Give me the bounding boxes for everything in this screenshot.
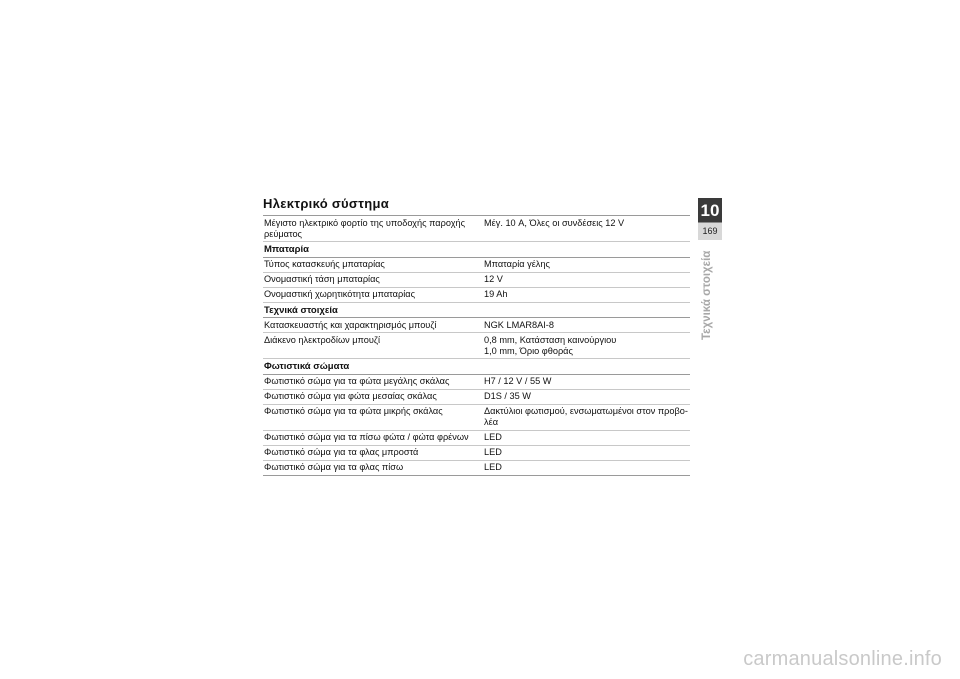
table-row <box>263 272 690 287</box>
watermark: carmanualsonline.info <box>743 648 942 670</box>
table-row <box>263 445 690 460</box>
row-label: Ονομαστική τάση μπαταρίας <box>263 272 481 287</box>
row-value: D1S / 35 W <box>481 389 690 404</box>
row-value <box>481 404 690 430</box>
row-label: Τύπος κατασκευής μπαταρίας <box>263 257 481 272</box>
section-header <box>263 242 690 258</box>
row-value: H7 / 12 V / 55 W <box>481 374 690 389</box>
row-label: Φωτιστικό σώμα για τα φλας πίσω <box>263 460 481 475</box>
section-header <box>263 359 690 375</box>
section-title: Μπαταρία <box>263 242 690 258</box>
spec-table <box>263 215 690 476</box>
chapter-side-title: Τεχνικά στοιχεία <box>701 250 713 340</box>
section-title: Φωτιστικά σώματα <box>263 359 690 375</box>
row-value: NGK LMAR8AI-8 <box>481 318 690 333</box>
row-value: 12 V <box>481 272 690 287</box>
row-value-line: 0,8 mm, Κατάσταση καινούργιου <box>484 334 617 345</box>
section-header <box>263 302 690 318</box>
row-label: Φωτιστικό σώμα για τα φλας μπροστά <box>263 445 481 460</box>
page-number: 169 <box>702 226 718 236</box>
row-label: Κατασκευαστής και χαρακτηρισμός μπουζί <box>263 318 481 333</box>
row-value: LED <box>481 445 690 460</box>
row-value-line: 1,0 mm, Όριο φθοράς <box>484 345 573 356</box>
row-value: LED <box>481 430 690 445</box>
section-title: Τεχνικά στοιχεία <box>263 302 690 318</box>
chapter-tab <box>698 198 722 240</box>
row-value: Μπαταρία γέλης <box>481 257 690 272</box>
table-row <box>263 460 690 475</box>
row-value-line: λέα <box>484 417 499 427</box>
table-row <box>263 374 690 389</box>
table-row <box>263 318 690 333</box>
table-row <box>263 389 690 404</box>
row-label: Φωτιστικό σώμα για τα φώτα μικρής σκάλας <box>263 404 481 430</box>
row-value-line: Δακτύλιοι φωτισμού, ενσωματωμένοι στον προβο- <box>484 406 688 416</box>
row-label: Ονομαστική χωρητικότητα μπαταρίας <box>263 287 481 302</box>
table-row <box>263 404 690 430</box>
row-value <box>481 333 690 359</box>
table-row <box>263 430 690 445</box>
table-row <box>263 287 690 302</box>
row-value: 19 Ah <box>481 287 690 302</box>
row-label: Διάκενο ηλεκτροδίων μπουζί <box>263 333 481 359</box>
table-row <box>263 257 690 272</box>
row-value: LED <box>481 460 690 475</box>
row-label: Μέγιστο ηλεκτρικό φορτίο της υποδοχής παροχής ρεύματος <box>263 216 481 242</box>
row-label: Φωτιστικό σώμα για τα πίσω φώτα / φώτα φρένων <box>263 430 481 445</box>
row-label: Φωτιστικό σώμα για φώτα μεσαίας σκάλας <box>263 389 481 404</box>
table-row <box>263 333 690 359</box>
page-title: Ηλεκτρικό σύστημα <box>263 196 390 211</box>
chapter-number: 10 <box>700 201 720 220</box>
row-label: Φωτιστικό σώμα για τα φώτα μεγάλης σκάλας <box>263 374 481 389</box>
row-value: Μέγ. 10 A, Όλες οι συνδέσεις 12 V <box>481 216 690 242</box>
table-row <box>263 216 690 242</box>
